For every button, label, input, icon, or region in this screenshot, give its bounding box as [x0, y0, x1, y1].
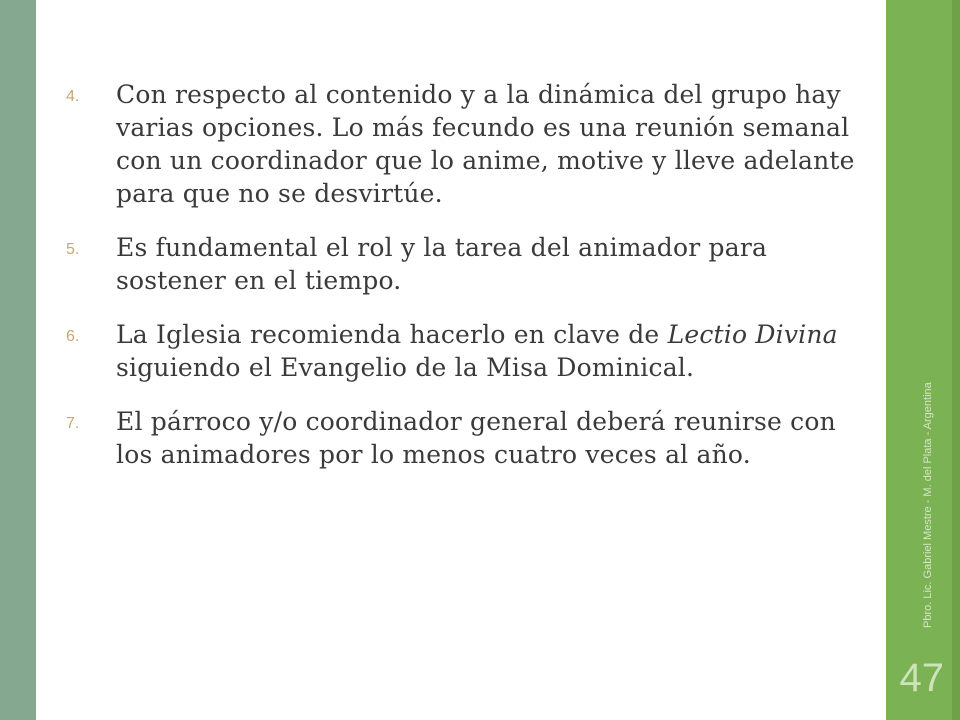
- list-item: [66, 318, 856, 384]
- list-item: [66, 78, 856, 210]
- slide-content: [66, 78, 856, 492]
- item-number: 6.: [66, 328, 80, 345]
- item-text: El párroco y/o coordinador general deberá reunirse con los animadores por lo menos cuatro veces al año.: [116, 407, 836, 469]
- page-number: 47: [899, 656, 944, 700]
- item-text: Es fundamental el rol y la tarea del animador para sostener en el tiempo.: [116, 233, 768, 295]
- left-accent-bar: [0, 0, 36, 720]
- item-number: 7.: [66, 415, 80, 432]
- list-item: [66, 405, 856, 471]
- list-item: [66, 231, 856, 297]
- right-edge-strip: [952, 0, 960, 720]
- author-footer: Pbro. Lic. Gabriel Mestre - M. del Plata - Argentina: [922, 382, 934, 628]
- item-number: 5.: [66, 241, 80, 258]
- item-text: Con respecto al contenido y a la dinámica del grupo hay varias opciones. Lo más fecundo es una reunión semanal con un coordinador que lo anime, motive y lleve adelante para que no se desvirtúe.: [116, 80, 855, 208]
- item-number: 4.: [66, 88, 80, 105]
- italic-term: Lectio Divina: [667, 320, 838, 349]
- item-text: La Iglesia recomienda hacerlo en clave de Lectio Divina siguiendo el Evangelio de la Misa Dominical.: [116, 320, 838, 382]
